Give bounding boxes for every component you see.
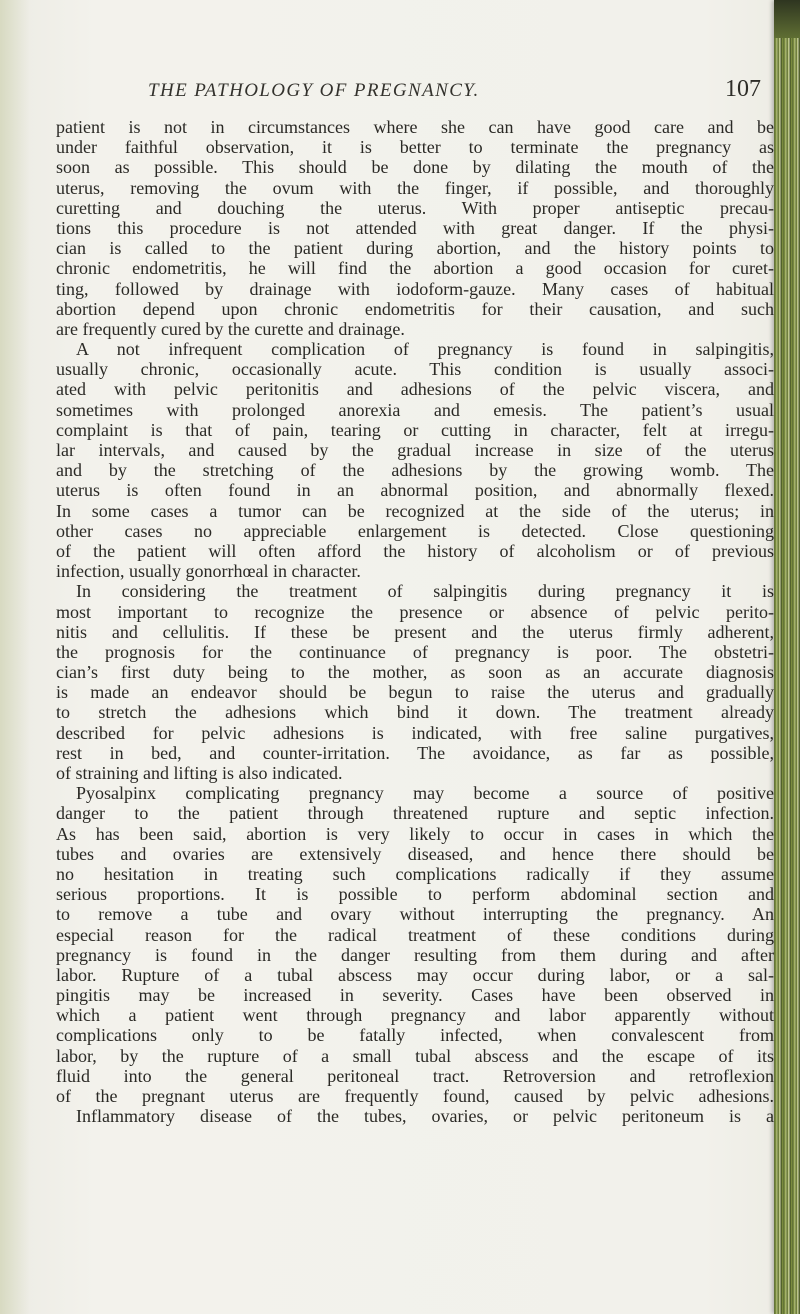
- text-line: abortion depend upon chronic endometritis for their causation, and such: [56, 298, 774, 319]
- text-line: pregnancy is found in the danger resulting from them during and after: [56, 944, 774, 965]
- text-line: most important to recognize the presence or absence of pelvic perito-: [56, 601, 774, 622]
- text-line: especial reason for the radical treatment of these conditions during: [56, 924, 774, 945]
- text-line: danger to the patient through threatened rupture and septic infection.: [56, 803, 774, 824]
- text-line: infection, usually gonorrhœal in character.: [56, 561, 361, 582]
- text-line: sometimes with prolonged anorexia and emesis. The patient’s usual: [56, 399, 774, 420]
- text-line: Pyosalpinx complicating pregnancy may become a source of positive: [76, 783, 774, 804]
- text-line: no hesitation in treating such complications radically if they assume: [56, 863, 774, 884]
- text-line: ated with pelvic peritonitis and adhesions of the pelvic viscera, and: [56, 379, 774, 400]
- text-line: is made an endeavor should be begun to raise the uterus and gradually: [56, 682, 774, 703]
- text-line: nitis and cellulitis. If these be present and the uterus firmly adherent,: [56, 621, 774, 642]
- text-line: of the patient will often afford the history of alcoholism or of previous: [56, 540, 774, 561]
- text-line: serious proportions. It is possible to perform abdominal section and: [56, 884, 774, 905]
- text-line: lar intervals, and caused by the gradual increase in size of the uterus: [56, 440, 774, 460]
- book-binding-shadow: [774, 0, 800, 38]
- text-line: which a patient went through pregnancy and labor apparently without: [56, 1005, 774, 1026]
- text-line: soon as possible. This should be done by dilating the mouth of the: [56, 157, 774, 178]
- text-line: labor. Rupture of a tubal abscess may occur during labor, or a sal-: [56, 964, 774, 985]
- text-line: pingitis may be increased in severity. Cases have been observed in: [56, 985, 774, 1006]
- text-line: complications only to be fatally infected, when convalescent from: [56, 1025, 774, 1046]
- text-line: A not infrequent complication of pregnancy is found in salpingitis,: [76, 339, 774, 360]
- text-line: patient is not in circumstances where she can have good care and be: [56, 117, 774, 137]
- text-line: tubes and ovaries are extensively diseased, and hence there should be: [56, 843, 774, 864]
- text-line: Inflammatory disease of the tubes, ovaries, or pelvic peritoneum is a: [76, 1106, 774, 1127]
- text-line: are frequently cured by the curette and drainage.: [56, 318, 405, 339]
- text-line: the prognosis for the continuance of pregnancy is poor. The obstetri-: [56, 641, 774, 662]
- text-line: to remove a tube and ovary without interrupting the pregnancy. An: [56, 904, 774, 925]
- text-line: uterus is often found in an abnormal position, and abnormally flexed.: [56, 480, 774, 501]
- body-text: [56, 117, 774, 1126]
- text-line: ting, followed by drainage with iodoform-gauze. Many cases of habitual: [56, 278, 774, 299]
- text-line: fluid into the general peritoneal tract. Retroversion and retroflexion: [56, 1065, 774, 1086]
- text-line: under faithful observation, it is better to terminate the pregnancy as: [56, 137, 774, 158]
- page-number: 107: [725, 76, 761, 102]
- book-binding-edge: [774, 0, 800, 1314]
- text-line: to stretch the adhesions which bind it down. The treatment already: [56, 702, 774, 723]
- text-line: described for pelvic adhesions is indicated, with free saline purgatives,: [56, 722, 774, 743]
- running-header: THE PATHOLOGY OF PREGNANCY.: [148, 80, 480, 101]
- text-line: labor, by the rupture of a small tubal abscess and the escape of its: [56, 1045, 774, 1066]
- text-line: As has been said, abortion is very likely to occur in cases in which the: [56, 823, 774, 844]
- text-line: complaint is that of pain, tearing or cutting in character, felt at irregu-: [56, 419, 774, 440]
- text-line: cian is called to the patient during abortion, and the history points to: [56, 238, 774, 259]
- text-line: of straining and lifting is also indicated.: [56, 763, 343, 783]
- text-line: rest in bed, and counter-irritation. The avoidance, as far as possible,: [56, 742, 774, 763]
- text-line: of the pregnant uterus are frequently found, caused by pelvic adhesions.: [56, 1086, 774, 1106]
- text-line: other cases no appreciable enlargement is detected. Close questioning: [56, 520, 774, 541]
- text-line: In considering the treatment of salpingitis during pregnancy it is: [76, 581, 774, 602]
- text-line: usually chronic, occasionally acute. This condition is usually associ-: [56, 359, 774, 380]
- text-line: curetting and douching the uterus. With proper antiseptic precau-: [56, 197, 774, 218]
- text-line: chronic endometritis, he will find the abortion a good occasion for curet-: [56, 258, 774, 279]
- text-line: uterus, removing the ovum with the finger, if possible, and thoroughly: [56, 177, 774, 198]
- text-line: In some cases a tumor can be recognized at the side of the uterus; in: [56, 500, 774, 521]
- text-line: and by the stretching of the adhesions by the growing womb. The: [56, 460, 774, 481]
- text-line: cian’s first duty being to the mother, as soon as an accurate diagnosis: [56, 662, 774, 683]
- text-line: tions this procedure is not attended with great danger. If the physi-: [56, 217, 774, 238]
- page-edge-shading: [0, 0, 30, 1314]
